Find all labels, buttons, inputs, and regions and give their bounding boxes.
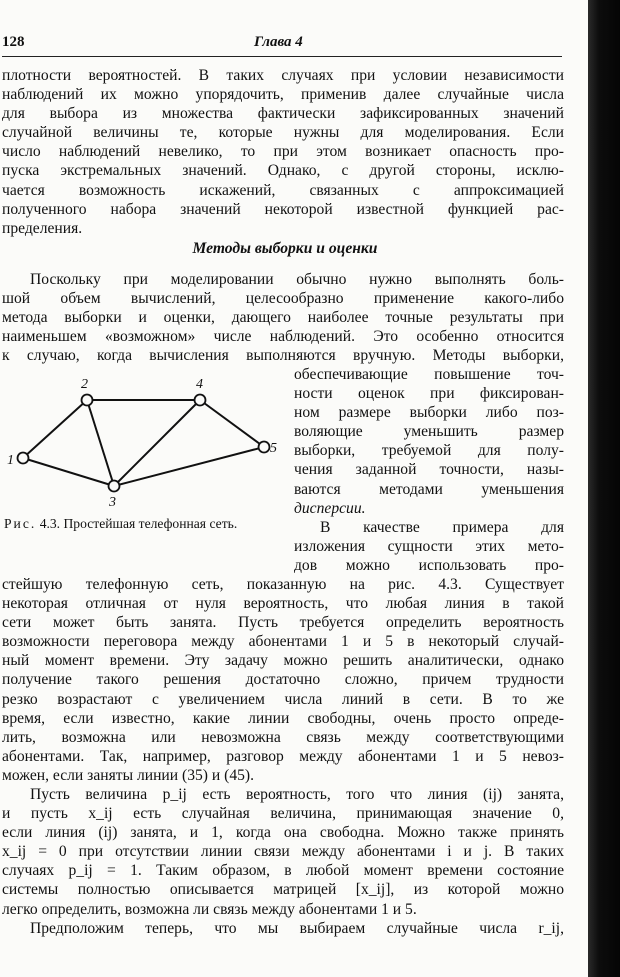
network-figure (6, 372, 290, 512)
text-line: пуска экстремальных значений. Однако, с другой стороны, исклю- (2, 162, 564, 180)
text-line: к случаю, когда вычисления выполняются вручную. Методы выборки, (2, 347, 564, 365)
text-line: наименьшем «возможном» числе наблюдений. Это особенно относится (2, 328, 564, 346)
text-line: плотности вероятностей. В таких случаях при условии независимости (2, 67, 564, 84)
edge-1-3 (23, 458, 114, 486)
node-label: 3 (109, 495, 116, 510)
text-line: сети может быть занята. Пусть требуется определить вероятность (2, 614, 564, 632)
caption-text: 4.3. Простейшая телефонная сеть. (39, 516, 238, 531)
text-line: воляющие уменьшить размер (294, 423, 564, 441)
text-line: для выбора из множества фактически зафиксированных значений (2, 105, 564, 123)
text-line: чается возможность искажений, связанных с аппроксимацией (2, 181, 564, 199)
node-2 (82, 395, 93, 406)
chapter-title: Глава 4 (254, 34, 303, 50)
text-line: получение такого решения достаточно сложно, причем трудности (2, 671, 564, 689)
text-line: ном размере выборки либо поз- (294, 404, 564, 422)
text-line: возможности переговора между абонентами 1 и 5 в некоторый случай- (2, 633, 564, 651)
node-label: 4 (196, 377, 203, 392)
text-line: ный момент времени. Эту задачу можно решить аналитически, однако (2, 652, 564, 670)
edge-3-4 (114, 400, 200, 486)
node-4 (195, 395, 206, 406)
text-line: Пусть величина p_ij есть вероятность, того что линия (ij) занята, (30, 786, 564, 803)
node-1 (18, 453, 29, 464)
text-line: дисперсии. (294, 499, 366, 517)
edge-2-3 (87, 400, 114, 486)
text-line: Предположим теперь, что мы выбираем случайные числа r_ij, (30, 920, 564, 937)
edge-1-2 (23, 400, 87, 458)
text-line: чения заданной точности, назы- (294, 461, 564, 479)
text-line: В качестве примера для (320, 518, 564, 536)
node-label: 2 (81, 377, 88, 392)
page-header (2, 34, 562, 57)
figure-caption (4, 516, 237, 532)
node-5 (259, 442, 270, 453)
page-number: 128 (2, 34, 25, 50)
text-line: системы полностью описывается матрицей [x_ij], из которой можно (2, 881, 564, 899)
caption-prefix: Рис. (4, 516, 37, 531)
text-line: наблюдений их можно упорядочить, применив далее случайные числа (2, 86, 564, 104)
text-line: ваются методами уменьшения (294, 480, 564, 498)
text-line: стейшую телефонную сеть, показанную на рис. 4.3. Существует (2, 576, 564, 593)
wrapped-column (294, 365, 564, 575)
section-heading: Методы выборки и оценки (192, 240, 378, 257)
text-line: случаях p_ij = 1. Таким образом, в любой момент времени состояние (2, 862, 564, 880)
text-line: если линия (ij) занята, и 1, когда она свободна. Можно также принять (2, 824, 564, 842)
text-line: ности оценок при фиксирован- (294, 385, 564, 403)
paragraph-4 (2, 785, 564, 919)
text-line: время, если известно, какие линии свободны, очень просто опреде- (2, 709, 564, 727)
paragraph-5 (2, 919, 564, 938)
text-line: легко определить, возможна ли связь между абонентами 1 и 5. (2, 900, 417, 918)
paragraph-3 (2, 575, 564, 785)
edge-4-5 (200, 400, 264, 447)
edge-3-5 (114, 447, 264, 486)
node-label: 1 (7, 453, 14, 468)
text-line: выборки, требуемой для полу- (294, 442, 564, 460)
text-line: случайной величины те, которые нужны для моделирования. Если (2, 124, 564, 142)
text-line: можен, если заняты линии (35) и (45). (2, 766, 255, 784)
paragraph-2 (2, 270, 564, 365)
text-line: лить, возможна или невозможна связь между соответствующими (2, 728, 564, 746)
text-line: дов можно использовать про- (294, 556, 564, 574)
text-line: полученного набора значений некоторой известной функцией рас- (2, 200, 564, 218)
book-spine-shadow (588, 0, 620, 977)
paragraph-1 (2, 66, 564, 238)
text-line: и пусть x_ij есть случайная величина, принимающая значение 0, (2, 805, 564, 823)
text-line: резко возрастают с увеличением числа линий в сети. В то же (2, 690, 564, 708)
text-line: абонентами. Так, например, разговор между абонентами 1 и 5 невоз- (2, 747, 564, 765)
text-line: Поскольку при моделировании обычно нужно выполнять боль- (30, 271, 564, 288)
text-line: пределения. (2, 219, 83, 237)
node-label: 5 (270, 441, 277, 456)
text-line: обеспечивающие повышение точ- (294, 366, 564, 383)
node-3 (109, 481, 120, 492)
text-line: шой объем вычислений, целесообразно применение какого-либо (2, 290, 564, 308)
text-line: x_ij = 0 при отсутствии линии связи между абонентами i и j. В таких (2, 843, 564, 861)
text-line: метода выборки и оценки, дающего наиболее точные результаты при (2, 309, 564, 327)
text-line: изложения сущности этих мето- (294, 537, 564, 555)
text-line: число наблюдений невелико, то при этом возникает опасность про- (2, 143, 564, 161)
text-line: некоторая отличная от нуля вероятность, что любая линия в такой (2, 595, 564, 613)
